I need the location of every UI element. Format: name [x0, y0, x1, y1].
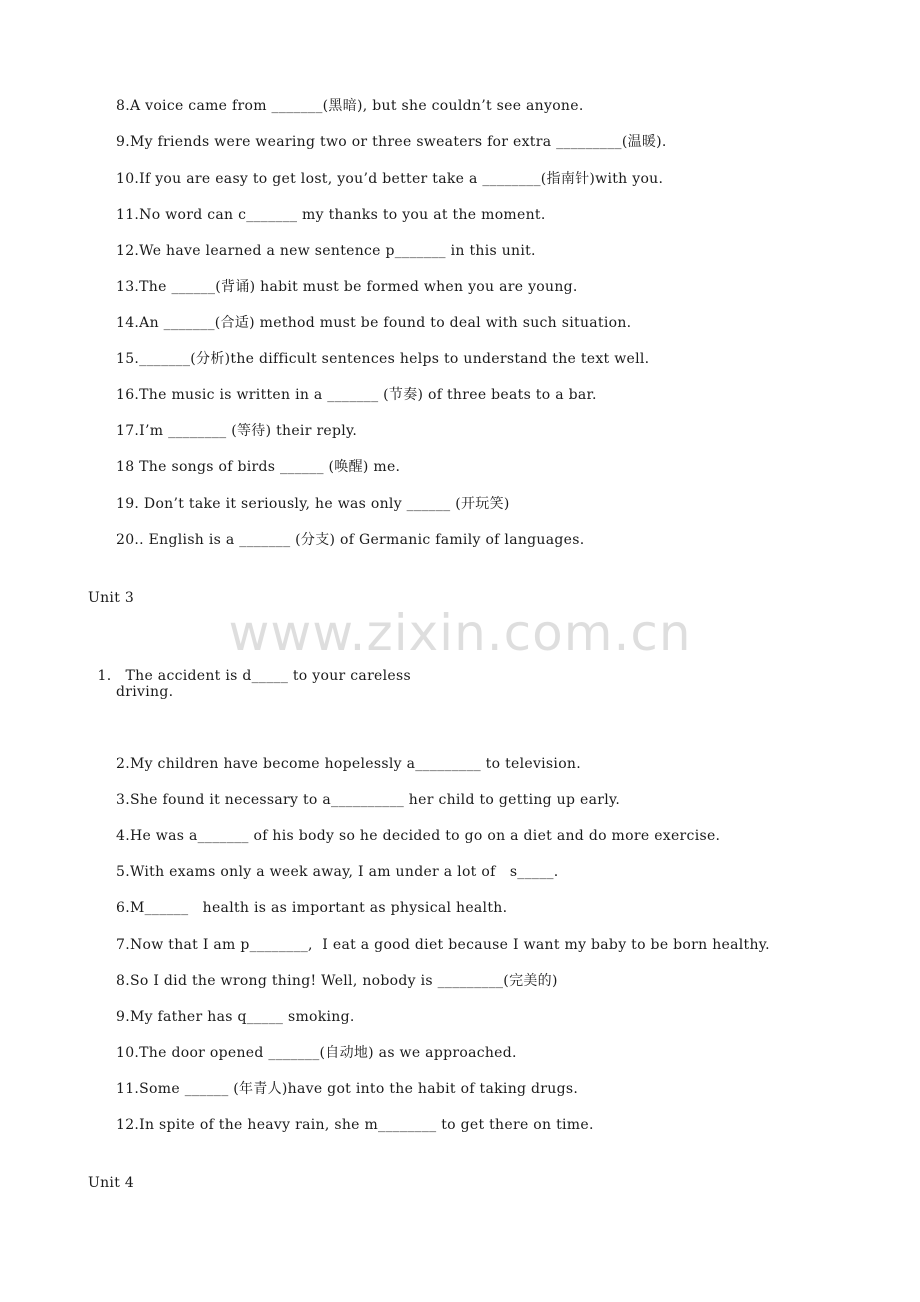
- exercise-line: 10.The door opened _______(自动地) as we approached.: [116, 1045, 517, 1061]
- exercise-line: 14.An _______(合适) method must be found to deal with such situation.: [116, 315, 632, 331]
- watermark: www.zixin.com.cn: [228, 604, 692, 662]
- exercise-line: 11.Some ______ (年青人)have got into the habit of taking drugs.: [116, 1081, 579, 1097]
- exercise-line: 12.We have learned a new sentence p_______ in this unit.: [116, 243, 536, 259]
- exercise-line: 12.In spite of the heavy rain, she m________ to get there on time.: [116, 1117, 594, 1133]
- exercise-line: 5.With exams only a week away, I am under a lot of s_____.: [116, 864, 559, 880]
- exercise-line: 2.My children have become hopelessly a_________ to television.: [116, 756, 581, 772]
- exercise-line: 8.So I did the wrong thing! Well, nobody is _________(完美的): [116, 973, 558, 989]
- exercise-line: 6.M______ health is as important as physical health.: [116, 900, 508, 916]
- exercise-line: 17.I’m ________ (等待) their reply.: [116, 423, 358, 439]
- exercise-line: 9.My friends were wearing two or three sweaters for extra _________(温暖).: [116, 134, 667, 150]
- exercise-line: 20.. English is a _______ (分支) of Germanic family of languages.: [116, 532, 585, 548]
- exercise-line: 7.Now that I am p________, I eat a good diet because I want my baby to be born healthy.: [116, 937, 770, 953]
- exercise-line: 4.He was a_______ of his body so he decided to go on a diet and do more exercise.: [116, 828, 721, 844]
- exercise-continuation: driving.: [116, 684, 174, 700]
- unit-heading: Unit 4: [88, 1175, 135, 1191]
- exercise-line: 8.A voice came from _______(黑暗), but she couldn’t see anyone.: [116, 98, 584, 114]
- exercise-line: [88, 646, 411, 686]
- exercise-line: 11.No word can c_______ my thanks to you at the moment.: [116, 207, 546, 223]
- exercise-line: 13.The ______(背诵) habit must be formed when you are young.: [116, 279, 578, 295]
- exercise-line: 3.She found it necessary to a__________ her child to getting up early.: [116, 792, 621, 808]
- unit-heading: Unit 3: [88, 590, 135, 606]
- exercise-line: 10.If you are easy to get lost, you’d better take a ________(指南针)with you.: [116, 171, 664, 187]
- list-marker: 1.: [97, 668, 112, 684]
- exercise-text: The accident is d_____ to your careless: [125, 668, 411, 684]
- exercise-line: 15._______(分析)the difficult sentences helps to understand the text well.: [116, 351, 650, 367]
- exercise-line: 19. Don’t take it seriously, he was only ______ (开玩笑): [116, 496, 510, 512]
- exercise-line: 18 The songs of birds ______ (唤醒) me.: [116, 459, 401, 475]
- exercise-line: 16.The music is written in a _______ (节奏) of three beats to a bar.: [116, 387, 597, 403]
- exercise-line: 9.My father has q_____ smoking.: [116, 1009, 355, 1025]
